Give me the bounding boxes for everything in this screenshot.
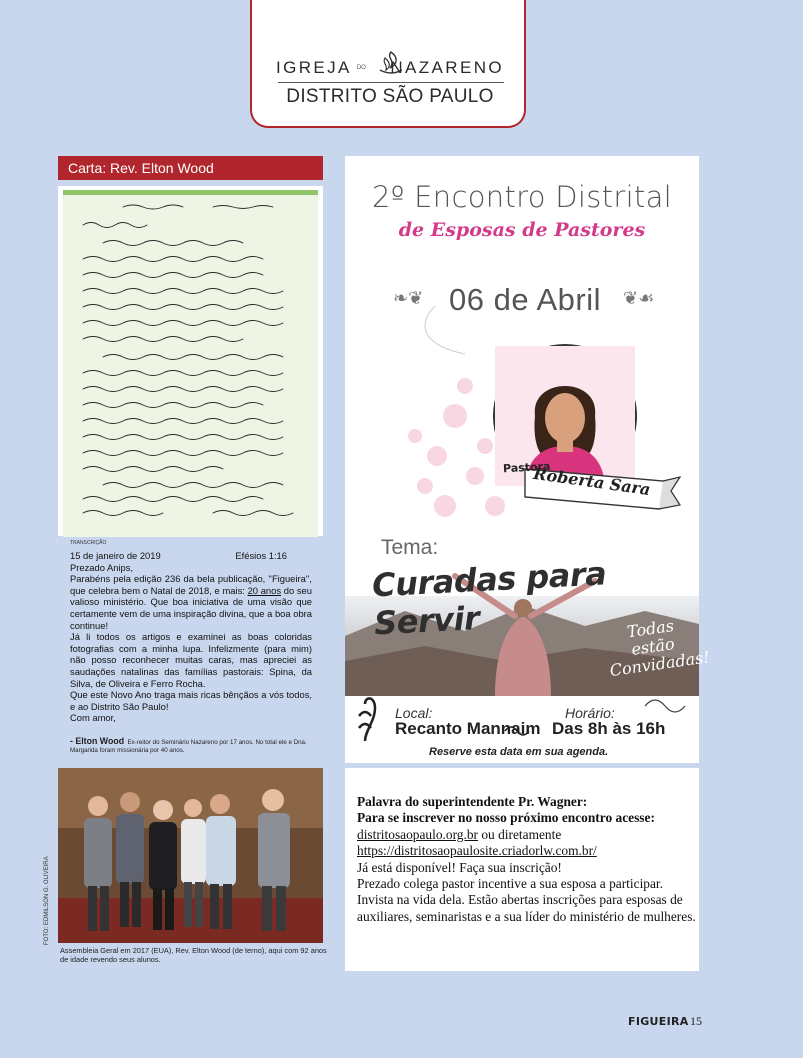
signature-note: Ex-reitor do Seminário Nazareno por 17 anos. No total ele e Dna. Margarida foram missionária por 40 anos. bbox=[70, 739, 307, 754]
letter-closing: Com amor, bbox=[70, 712, 116, 724]
letter-greeting: Prezado Anips, bbox=[70, 561, 134, 573]
letter-paragraph-3: Que este Novo Ano traga mais ricas bênçãos a vós todos, e ao Distrito São Paulo! bbox=[70, 689, 312, 712]
page-number: 15 bbox=[690, 1014, 702, 1028]
event-poster bbox=[345, 156, 711, 763]
letter-p1-underline: 20 anos bbox=[247, 584, 282, 596]
letter-verse: Efésios 1:16 bbox=[235, 550, 287, 561]
logo-word-nazareno: NAZARENO bbox=[390, 58, 504, 77]
group-photo bbox=[58, 768, 323, 943]
logo-divider bbox=[278, 82, 504, 83]
logo-word-igreja: IGREJA bbox=[276, 58, 352, 77]
district-title: DISTRITO SÃO PAULO bbox=[286, 86, 494, 107]
district-link-suffix: ou diretamente bbox=[478, 826, 562, 842]
handwriting-scribbles bbox=[63, 195, 318, 531]
letter-section-title: Carta: Rev. Elton Wood bbox=[58, 156, 323, 180]
logo-wordmark bbox=[276, 58, 504, 78]
district-link[interactable]: distritosaopaulo.org.br bbox=[357, 826, 478, 842]
theme-title: Curadas para Servir bbox=[371, 554, 608, 643]
ornament-left-icon: ❧❦ bbox=[393, 288, 424, 308]
poster-date: 06 de Abril bbox=[449, 282, 601, 317]
invite-text: Todas estão Convidadas! bbox=[608, 615, 711, 681]
reserve-date-text: Reserve esta data em sua agenda. bbox=[429, 746, 609, 758]
logo-word-do: DO bbox=[356, 65, 366, 71]
local-label: Local: bbox=[395, 705, 433, 721]
header-logo-box bbox=[250, 0, 526, 128]
note-heading-2: Para se inscrever no nosso próximo encontro acesse: bbox=[357, 810, 655, 826]
speaker-label: Pastora bbox=[502, 459, 551, 476]
note-available: Já está disponível! Faça sua inscrição! bbox=[357, 859, 562, 875]
letter-paper bbox=[63, 190, 318, 537]
letter-transcription bbox=[70, 550, 312, 724]
poster-title-line1: 2º Encontro Distrital bbox=[371, 180, 673, 214]
signature-name: - Elton Wood bbox=[70, 736, 125, 746]
horario-label: Horário: bbox=[565, 705, 615, 721]
letter-date: 15 de janeiro de 2019 bbox=[70, 550, 161, 561]
horario-value: Das 8h às 16h bbox=[552, 719, 666, 738]
ornament-right-icon: ❦☙ bbox=[623, 288, 655, 308]
letter-p1-end: do seu valioso ministério. Que boa iniciativa de uma visão que certamente vem de uma inspiração divina, que a boa obra continue! bbox=[70, 584, 312, 631]
superintendent-note bbox=[345, 768, 699, 971]
transcription-label: TRANSCRIÇÃO bbox=[70, 540, 107, 546]
local-value: Recanto Mannaim bbox=[395, 719, 541, 738]
letter-paragraph-2: Já li todos os artigos e examinei as boas coloridas fotografias com a minha lupa. Infelizmente (para mim) não posso reconhecer muitas caras, mas apreciei as saudações natalinas das famílias pastorais: Spina, da Silva, de Oliveira e Ferro Rocha. bbox=[70, 631, 312, 689]
magazine-brand: FIGUEIRA bbox=[628, 1015, 689, 1028]
registration-link[interactable]: https://distritosaopaulosite.criadorlw.com.br/ bbox=[357, 843, 597, 859]
poster-title-line2: de Esposas de Pastores bbox=[398, 219, 646, 241]
photo-caption: Assembleia Geral em 2017 (EUA), Rev. Elton Wood (de terno), aqui com 92 anos de idade revendo seus alunos. bbox=[60, 946, 327, 965]
note-link-line bbox=[357, 827, 697, 843]
photo-credit: FOTO: EDMILSON G. OLIVEIRA bbox=[44, 856, 50, 945]
group-photo-illustration bbox=[58, 768, 323, 943]
letter-paragraph-1 bbox=[70, 573, 312, 631]
letter-signature bbox=[70, 737, 320, 755]
letter-dateline bbox=[70, 550, 287, 562]
letter-p1-start: Parabéns pela edição 236 da bela publicação, ''Figueira'', que celebra bem o Natal de 2018, e mais: bbox=[70, 573, 312, 596]
speaker-name: Roberta Sara bbox=[532, 463, 652, 500]
note-heading-1: Palavra do superintendente Pr. Wagner: bbox=[357, 794, 588, 809]
note-body: Prezado colega pastor incentive a sua esposa a participar. Invista na vida dela. Estão abertas inscrições para esposas de auxiliares, seminaristas e a sua líder do ministério de mulheres. bbox=[357, 876, 696, 924]
handwritten-letter-image bbox=[58, 186, 323, 536]
theme-label: Tema: bbox=[381, 536, 439, 559]
superintendent-text bbox=[357, 794, 697, 925]
